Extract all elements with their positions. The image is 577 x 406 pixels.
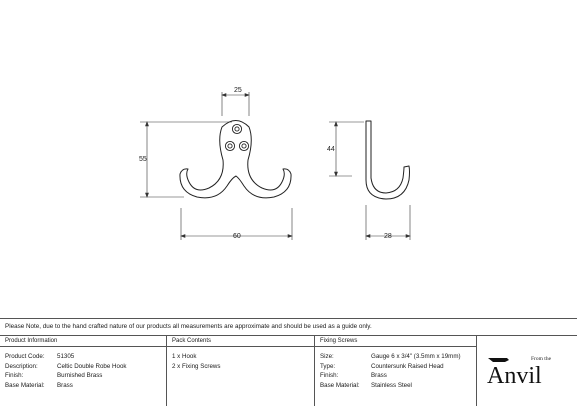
measurement-note: Please Note, due to the hand crafted nature of our products all measurements are approximate and should be used as a guide only. xyxy=(0,318,577,336)
front-view-hook xyxy=(180,121,291,198)
front-view-screw-holes xyxy=(225,124,248,150)
screw-row: Base Material: Stainless Steel xyxy=(320,381,412,389)
front-height-label: 55 xyxy=(139,156,147,163)
product-information-column xyxy=(0,336,167,406)
screw-row: Type: Countersunk Raised Head xyxy=(320,362,444,370)
logo-name: Anvil xyxy=(487,363,542,389)
anvil-logo xyxy=(477,336,577,406)
product-row: Finish: Burnished Brass xyxy=(5,372,103,379)
logo-tagline: From the xyxy=(531,356,552,362)
anvil-icon xyxy=(488,358,509,362)
side-height-label: 44 xyxy=(327,146,335,153)
fixing-screws-column xyxy=(315,336,477,406)
logo-column xyxy=(477,336,577,406)
pack-contents-header: Pack Contents xyxy=(167,336,314,347)
front-width-label: 60 xyxy=(233,233,241,240)
product-row: Base Material: Brass xyxy=(5,381,73,389)
side-view-hook xyxy=(366,121,410,199)
front-top-dimension xyxy=(222,92,249,116)
side-depth-label: 28 xyxy=(384,233,392,240)
pack-item: 2 x Fixing Screws xyxy=(172,362,221,370)
product-row: Product Code: 51305 xyxy=(5,353,75,360)
pack-contents-column xyxy=(167,336,315,406)
front-top-width-label: 25 xyxy=(234,87,242,94)
front-height-dimension xyxy=(140,122,232,197)
screw-row: Size: Gauge 6 x 3/4" (3.5mm x 19mm) xyxy=(320,353,461,360)
product-row: Description: Celtic Double Robe Hook xyxy=(5,362,127,370)
fixing-screws-header: Fixing Screws xyxy=(315,336,476,347)
product-information-header: Product Information xyxy=(0,336,166,347)
pack-item: 1 x Hook xyxy=(172,353,197,360)
screw-row: Finish: Brass xyxy=(320,372,387,379)
info-table xyxy=(0,336,577,406)
